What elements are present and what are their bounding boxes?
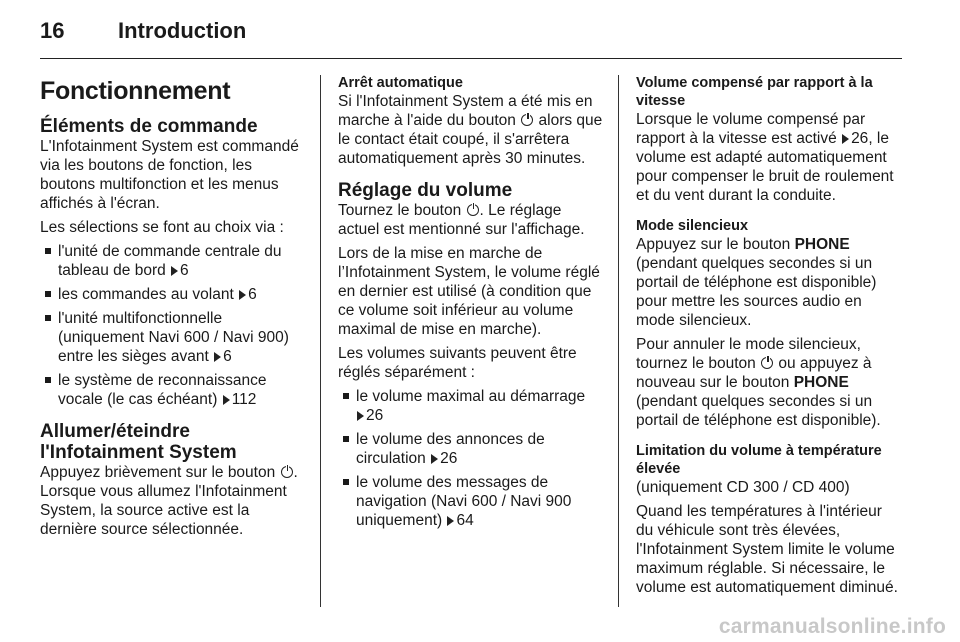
page-ref: 6 xyxy=(248,286,257,303)
list-item: le volume des messages de navigation (Navi 600 / Navi 900 uniquement) 64 xyxy=(338,473,604,530)
page-ref-arrow-icon xyxy=(214,352,221,362)
paragraph-speed-volume: Lorsque le volume compensé par rapport à la vitesse est activé 26, le volume est adapté automatiquement pour compenser le bruit de roulement et du vent durant la conduite. xyxy=(636,111,894,204)
page-ref-arrow-icon xyxy=(171,266,178,276)
list-item: le volume des annonces de circulation 26 xyxy=(338,430,604,468)
paragraph-volume-knob: Tournez le bouton . Le réglage actuel est mentionné sur l'affichage. xyxy=(338,202,585,238)
heading-auto-off: Arrêt automatique xyxy=(338,75,463,91)
paragraph-controls: L'Infotainment System est commandé via les boutons de fonction, les boutons multifonction et les menus affichés à l'écran. xyxy=(40,138,299,212)
heading-temperature: Limitation du volume à température élevée xyxy=(636,443,882,477)
paragraph-volume-separate: Les volumes suivants peuvent être réglés séparément : xyxy=(338,345,577,381)
power-icon xyxy=(761,357,773,369)
heading-volume: Réglage du volume xyxy=(338,180,513,201)
paragraph-on-off: Appuyez brièvement sur le bouton . Lorsque vous allumez l'Infotainment System, la source active est la dernière source sélectionnée. xyxy=(40,464,298,538)
page-ref: 112 xyxy=(231,391,257,408)
page-ref-arrow-icon xyxy=(239,290,246,300)
page-ref: 26 xyxy=(851,130,869,147)
page-ref: 26 xyxy=(366,407,384,424)
page-number: 16 xyxy=(40,18,65,43)
volume-list xyxy=(338,387,604,530)
column-divider-2 xyxy=(618,75,619,607)
paragraph-temperature: Quand les températures à l'intérieur du véhicule sont très élevées, l'Infotainment System limite le volume maximum réglable. Si nécessaire, le volume est automatiquement diminué. xyxy=(636,503,898,596)
heading-mute: Mode silencieux xyxy=(636,218,749,234)
page-ref-arrow-icon xyxy=(447,516,454,526)
power-icon xyxy=(281,466,293,478)
list-item: le système de reconnaissance vocale (le cas échéant) 112 xyxy=(40,371,306,409)
controls-list xyxy=(40,242,306,409)
page-ref: 6 xyxy=(223,348,232,365)
paragraph-unmute: Pour annuler le mode silencieux, tournez le bouton ou appuyez à nouveau sur le bouton PHONE (pendant quelques secondes si un portail de téléphone est disponible). xyxy=(636,336,881,429)
list-item: le volume maximal au démarrage 26 xyxy=(338,387,604,425)
page-ref-arrow-icon xyxy=(842,134,849,144)
page-ref-arrow-icon xyxy=(431,454,438,464)
paragraph-volume-startup: Lors de la mise en marche de l’Infotainment System, le volume réglé en dernier est utilisé (à condition que ce volume soit inférieur au volume maximal de mise en marche). xyxy=(338,245,600,338)
page-ref-arrow-icon xyxy=(223,395,230,405)
column-2 xyxy=(338,74,604,535)
paragraph-selection: Les sélections se font au choix via : xyxy=(40,219,284,236)
phone-button-label: PHONE xyxy=(793,374,849,391)
list-item: l'unité multifonctionnelle (uniquement Navi 600 / Navi 900) entre les sièges avant 6 xyxy=(40,309,306,366)
page-ref: 64 xyxy=(456,512,474,529)
power-icon xyxy=(467,204,479,216)
heading-controls: Éléments de commande xyxy=(40,116,258,137)
list-item: les commandes au volant 6 xyxy=(40,285,306,304)
phone-button-label: PHONE xyxy=(794,236,850,253)
paragraph-auto-off: Si l'Infotainment System a été mis en marche à l'aide du bouton alors que le contact était coupé, il s'arrêtera automatiquement après 30 minutes. xyxy=(338,93,603,167)
chapter-title: Introduction xyxy=(118,18,247,43)
column-divider-1 xyxy=(320,75,321,607)
paragraph-temperature-models: (uniquement CD 300 / CD 400) xyxy=(636,479,850,496)
page-ref: 26 xyxy=(440,450,458,467)
header-rule xyxy=(40,58,902,59)
list-item: l'unité de commande centrale du tableau de bord 6 xyxy=(40,242,306,280)
paragraph-mute: Appuyez sur le bouton PHONE (pendant quelques secondes si un portail de téléphone est disponible) pour mettre les sources audio en mode silencieux. xyxy=(636,236,877,329)
heading-speed-volume: Volume compensé par rapport à la vitesse xyxy=(636,75,873,109)
heading-on-off: Allumer/éteindre l'Infotainment System xyxy=(40,421,237,463)
watermark: carmanualsonline.info xyxy=(718,615,946,638)
column-3 xyxy=(636,74,902,602)
page-ref-arrow-icon xyxy=(357,411,364,421)
page-ref: 6 xyxy=(180,262,189,279)
column-1 xyxy=(40,74,306,544)
section-title: Fonctionnement xyxy=(40,77,231,105)
power-icon xyxy=(521,114,533,126)
